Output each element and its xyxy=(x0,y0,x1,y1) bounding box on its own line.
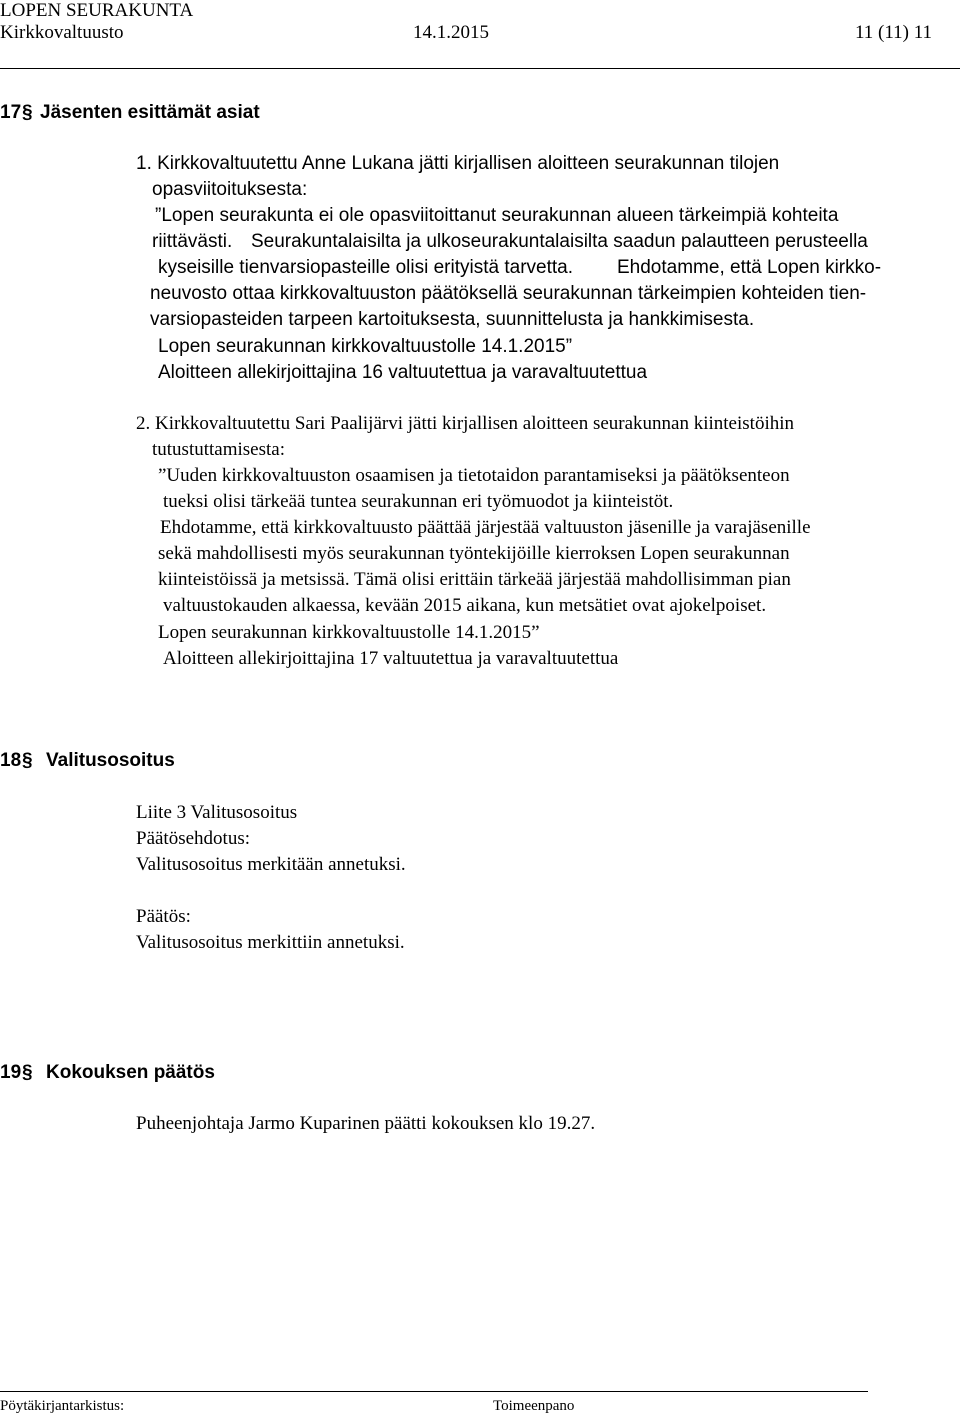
item1-line: Seurakuntalaisilta ja ulkoseurakuntalaisilta saadun palautteen perusteella xyxy=(251,231,868,252)
footer-check-label: Pöytäkirjantarkistus: xyxy=(0,1398,125,1414)
item1-line: ”Lopen seurakunta ei ole opasviitoittanut seurakunnan alueen tärkeimpiä kohteita xyxy=(155,205,839,226)
page-number: 11 (11) 11 xyxy=(855,22,933,43)
item1-line: opasviitoituksesta: xyxy=(152,179,308,200)
section-19-title: Kokouksen päätös xyxy=(46,1062,215,1083)
proposal-label: Päätösehdotus: xyxy=(136,828,250,849)
item2-line: 2. Kirkkovaltuutettu Sari Paalijärvi jätti kirjallisen aloitteen seurakunnan kiinteistöihin xyxy=(136,413,794,434)
section-17-number: 17 xyxy=(0,102,22,123)
item1-line: 1. Kirkkovaltuutettu Anne Lukana jätti kirjallisen aloitteen seurakunnan tilojen xyxy=(136,153,780,174)
item2-line: tutustuttamisesta: xyxy=(152,439,285,460)
section-symbol-icon: § xyxy=(22,1062,33,1083)
section-18-title: Valitusosoitus xyxy=(46,750,175,771)
item2-line: tueksi olisi tärkeää tuntea seurakunnan eri työmuodot ja kiinteistöt. xyxy=(163,491,674,512)
section-19-number: 19 xyxy=(0,1062,22,1083)
closing-text: Puheenjohtaja Jarmo Kuparinen päätti kokouksen klo 19.27. xyxy=(136,1113,596,1134)
section-symbol-icon: § xyxy=(22,750,33,771)
item1-line: neuvosto ottaa kirkkovaltuuston päätöksellä seurakunnan tärkeimpien kohteiden tien- xyxy=(150,283,867,304)
section-17-title: Jäsenten esittämät asiat xyxy=(40,102,260,123)
header-date: 14.1.2015 xyxy=(413,22,489,43)
footer-rule xyxy=(0,1391,868,1392)
item2-line: Ehdotamme, että kirkkovaltuusto päättää järjestää valtuuston jäsenille ja varajäsenille xyxy=(160,517,811,538)
item2-line: valtuustokauden alkaessa, kevään 2015 aikana, kun metsätiet ovat ajokelpoiset. xyxy=(163,595,767,616)
section-18-number: 18 xyxy=(0,750,22,771)
section-symbol-icon: § xyxy=(22,102,33,123)
item1-line: varsiopasteiden tarpeen kartoituksesta, suunnittelusta ja hankkimisesta. xyxy=(150,309,755,330)
org-name: LOPEN SEURAKUNTA xyxy=(0,0,194,21)
proposal-text: Valitusosoitus merkitään annetuksi. xyxy=(136,854,406,875)
attachment-ref: Liite 3 Valitusosoitus xyxy=(136,802,298,823)
item2-line: Lopen seurakunnan kirkkovaltuustolle 14.1.2015” xyxy=(158,622,540,643)
item2-line: kiinteistöissä ja metsissä. Tämä olisi erittäin tärkeää järjestää mahdollisimman pian xyxy=(158,569,791,590)
item2-line: sekä mahdollisesti myös seurakunnan työntekijöille kierroksen Lopen seurakunnan xyxy=(158,543,790,564)
body-name: Kirkkovaltuusto xyxy=(0,22,124,43)
item1-line: riittävästi. xyxy=(152,231,233,252)
item1-line: kyseisille tienvarsiopasteille olisi erityistä tarvetta. xyxy=(158,257,573,278)
item2-line: ”Uuden kirkkovaltuuston osaamisen ja tietotaidon parantamiseksi ja päätöksenteon xyxy=(158,465,790,486)
decision-text: Valitusosoitus merkittiin annetuksi. xyxy=(136,932,405,953)
item1-line: Aloitteen allekirjoittajina 16 valtuutettua ja varavaltuutettua xyxy=(158,362,648,383)
item1-line: Lopen seurakunnan kirkkovaltuustolle 14.1.2015” xyxy=(158,336,573,357)
item1-line: Ehdotamme, että Lopen kirkko- xyxy=(617,257,882,278)
item2-line: Aloitteen allekirjoittajina 17 valtuutettua ja varavaltuutettua xyxy=(163,648,619,669)
footer-enforcement-label: Toimeenpano xyxy=(493,1398,575,1414)
decision-label: Päätös: xyxy=(136,906,191,927)
header-rule xyxy=(0,68,960,69)
